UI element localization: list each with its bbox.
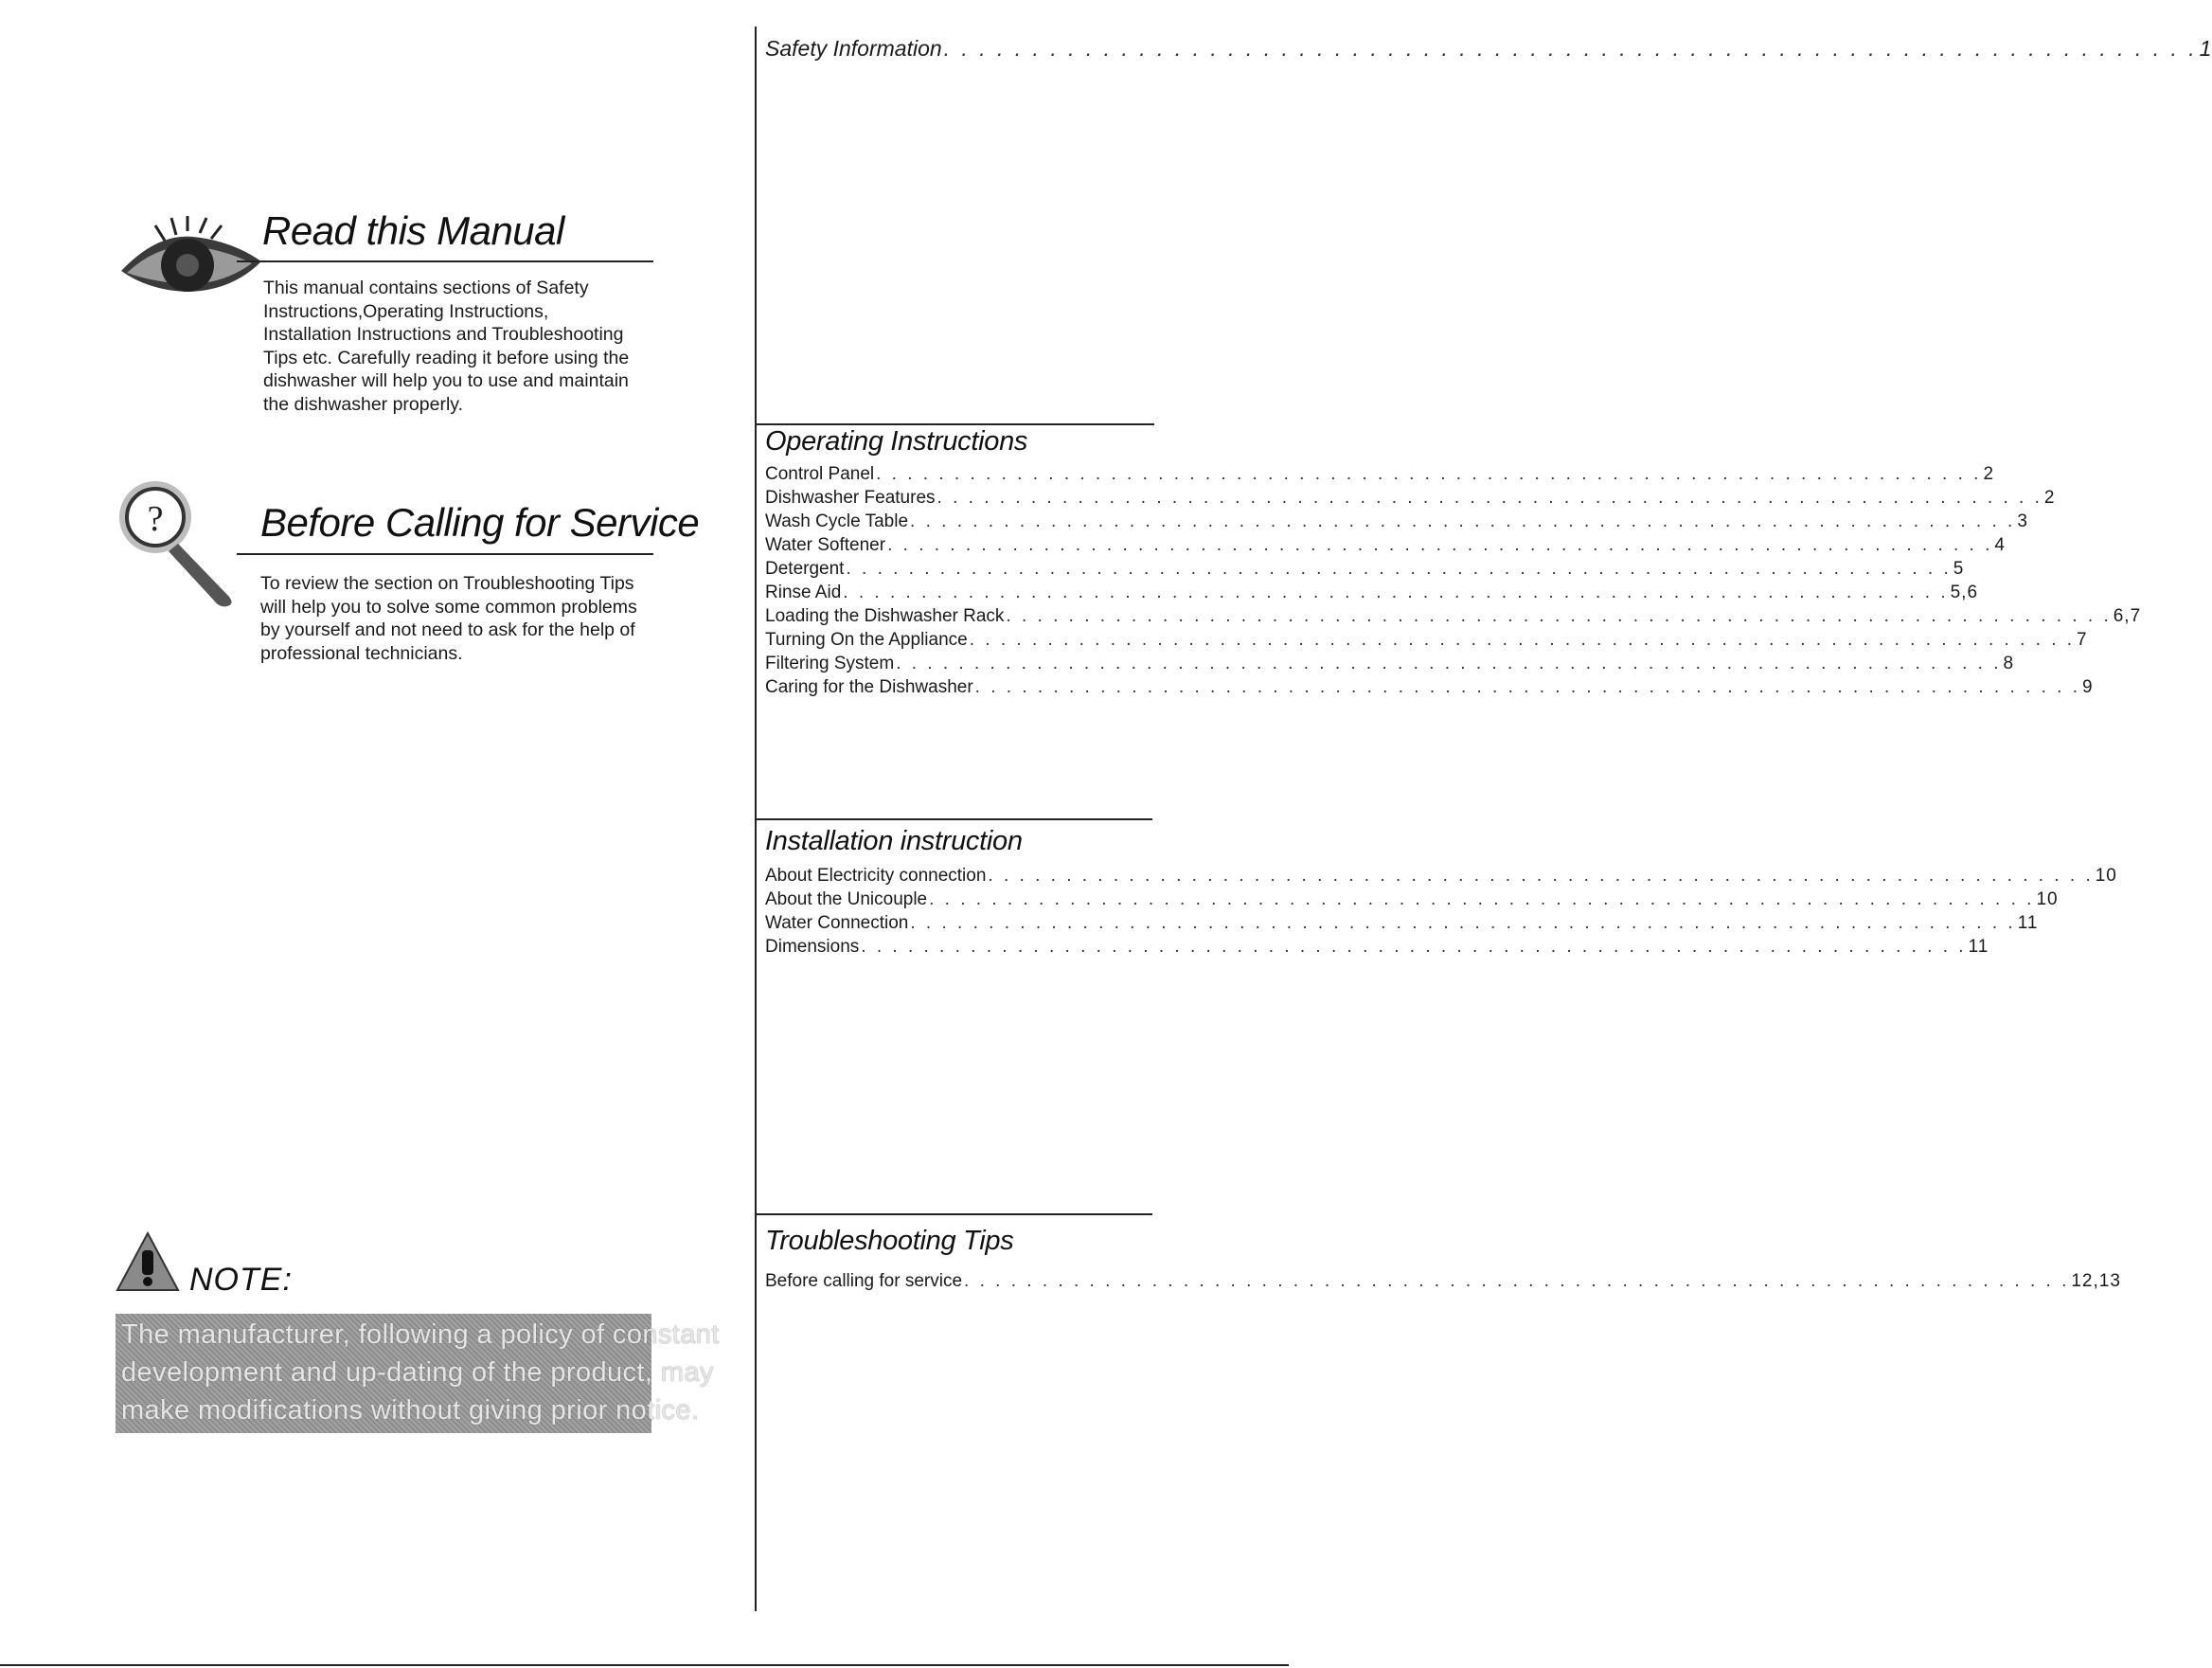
note-line: development and up-dating of the product, may bbox=[121, 1357, 714, 1388]
note-line: The manufacturer, following a policy of constant bbox=[121, 1319, 720, 1350]
read-manual-rule bbox=[237, 260, 653, 262]
magnifier-question-icon bbox=[116, 475, 239, 608]
toc-entry[interactable]: Caring for the Dishwasher . . . 9 bbox=[765, 677, 1114, 701]
toc-entry[interactable]: Before calling for service . . . 12,13 bbox=[765, 1271, 1114, 1295]
before-service-rule bbox=[237, 553, 653, 555]
toc-rule-operating bbox=[757, 423, 1154, 425]
note-title: NOTE: bbox=[189, 1262, 293, 1298]
toc-safety bbox=[765, 36, 2212, 64]
toc-entry[interactable]: Loading the Dishwasher Rack . . . 6,7 bbox=[765, 606, 1114, 630]
before-service-title: Before Calling for Service bbox=[260, 500, 700, 545]
toc-entry[interactable]: Filtering System . . . 8 bbox=[765, 654, 1114, 677]
toc-entry[interactable]: Detergent . . . 5 bbox=[765, 559, 1114, 583]
toc-entry[interactable]: Dishwasher Features . . . 2 bbox=[765, 488, 1114, 511]
toc-heading-installation: Installation instruction bbox=[765, 826, 1023, 856]
read-manual-text: This manual contains sections of Safety Instructions,Operating Instructions, Installation Instructions and Troubleshooting Tips etc. Carefully reading it before using the dishwasher will help you to use and maintain the dishwasher properly. bbox=[263, 278, 630, 415]
toc-heading-troubleshooting: Troubleshooting Tips bbox=[765, 1226, 1014, 1256]
toc-entry-safety-information[interactable]: Safety Information . . . 1 bbox=[765, 36, 1114, 64]
toc-entry[interactable]: Turning On the Appliance . . . 7 bbox=[765, 630, 1114, 654]
toc-rule-troubleshooting bbox=[757, 1213, 1152, 1215]
toc-list-troubleshooting bbox=[765, 1271, 2121, 1295]
toc-entry[interactable]: Control Panel . . . 2 bbox=[765, 464, 1114, 488]
toc-rule-installation bbox=[757, 818, 1152, 820]
note-line: make modifications without giving prior notice. bbox=[121, 1395, 700, 1426]
note-box bbox=[116, 1314, 720, 1433]
toc-list-operating bbox=[765, 464, 2142, 701]
toc-list-installation bbox=[765, 866, 2117, 960]
warning-icon bbox=[116, 1231, 180, 1292]
read-manual-title: Read this Manual bbox=[262, 208, 564, 253]
toc-entry[interactable]: Wash Cycle Table . . . 3 bbox=[765, 511, 1114, 535]
before-service-text: To review the section on Troubleshooting Tips will help you to solve some common problems by yourself and not need to ask for the help of professional technicians. bbox=[260, 573, 637, 664]
toc-entry[interactable]: About Electricity connection . . . 10 bbox=[765, 866, 1114, 889]
toc-heading-operating: Operating Instructions bbox=[765, 426, 1028, 457]
toc-entry[interactable]: Rinse Aid . . . 5,6 bbox=[765, 583, 1114, 606]
toc-entry[interactable]: Water Softener . . . 4 bbox=[765, 535, 1114, 559]
eye-icon bbox=[119, 216, 266, 297]
page-bottom-rule bbox=[0, 1664, 1289, 1666]
toc-entry[interactable]: Water Connection . . . 11 bbox=[765, 913, 1114, 937]
toc-entry[interactable]: Dimensions . . . 11 bbox=[765, 937, 1114, 960]
toc-entry[interactable]: About the Unicouple . . . 10 bbox=[765, 889, 1114, 913]
svg-text:?: ? bbox=[147, 499, 164, 539]
